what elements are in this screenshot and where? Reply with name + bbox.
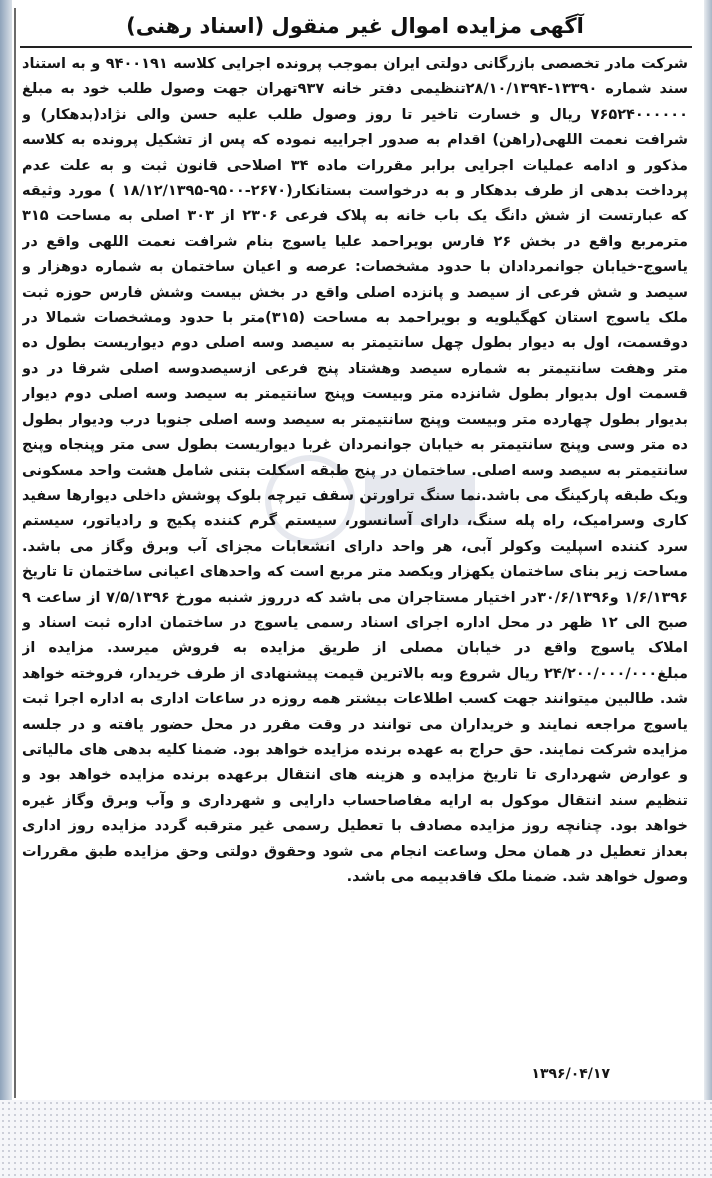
publication-date: ۱۳۹۶/۰۴/۱۷: [531, 1066, 610, 1082]
title-divider: [20, 46, 692, 48]
left-page-edge: [0, 0, 12, 1100]
dotted-background: [0, 1100, 712, 1178]
right-page-edge: [704, 0, 712, 1100]
notice-title: آگهی مزایده اموال غیر منقول (اسناد رهنی): [126, 14, 584, 38]
notice-body: شرکت مادر تخصصی بازرگانی دولتی ایران بموجب پرونده اجرایی کلاسه ۹۴۰۰۱۹۱ و به استناد سند شماره ۱۳۳۹۰-۲۸/۱۰/۱۳۹۴تنظیمی دفتر خانه ۹۳۷تهران جهت وصول طلب خود به مبلغ ۷۶۵۲۴۰۰۰۰۰۰ ریال و خسارت تاخیر تا روز وصول طلب علیه حسن والی نژاد(بدهکار) و شرافت نعمت اللهی(راهن) اقدام به صدور اجراییه نموده که پس از تشکیل پرونده به کلاسه مذکور و ادامه عملیات اجرایی برابر مقررات ماده ۳۴ اصلاحی قانون ثبت و به علت عدم پرداخت بدهی از طرف بدهکار و به درخواست بستانکار(۲۶۷۰-۹۵۰۰-۱۸/۱۲/۱۳۹۵ ) مورد وثیقه که عبارتست از شش دانگ یک باب خانه به پلاک فرعی ۲۳۰۶ از ۳۰۳ اصلی به مساحت ۳۱۵ مترمربع واقع در بخش ۲۶ فارس بویراحمد علیا یاسوج بنام شرافت نعمت اللهی واقع در یاسوج-خیابان جوانمردادان با حدود مشخصات: عرصه و اعیان ساختمان به شماره دوهزار و سیصد و شش فرعی از سیصد و پانزده اصلی واقع در بخش بیست وشش فارس حوزه ثبت ملک یاسوج استان کهگیلویه و بویراحمد به مساحت (۳۱۵)متر با حدود ومشخصات شمالا در دوقسمت، اول به دیوار بطول چهل سانتیمتر به سیصد وسه اصلی دوم دیواریست بطول ده متر وهفت سانتیمتر به شماره سیصد وهشتاد پنج فرعی ازسیصدوسه اصلی شرقا در دو قسمت اول بدیوار بطول شانزده متر وبیست وپنج سانتیمتر به سیصد وسه اصلی دوم دیوار بدیوار بطول چهارده متر وبیست وپنج سانتیمتر به سیصد وسه اصلی جنوبا درب ودیوار بطول ده متر وسی وپنج سانتیمتر به خیابان جوانمردان غربا دیواریست بطول سی متر وپنجاه وپنج سانتیمتر به سیصد وسه اصلی. ساختمان در پنج طبقه اسکلت بتنی شامل هشت واحد مسکونی ویک طبقه پارکینگ می باشد.نما سنگ تراورتن سقف تیرچه بلوک پوشش داخلی دیوارها سفید کاری وسرامیک، راه پله سنگ، دارای آسانسور، سیستم گرم کننده پکیج و رادیاتور، سیستم سرد کننده اسپلیت وکولر آبی، هر واحد دارای انشعابات مجزای آب وبرق وگاز می باشد. مساحت زیر بنای ساختمان یکهزار ویکصد متر مربع است که واحدهای اعیانی ساختمان تا تاریخ ۱/۶/۱۳۹۶ و۳۰/۶/۱۳۹۶در اختیار مستاجران می باشد که درروز شنبه مورخ ۷/۵/۱۳۹۶ از ساعت ۹ صبح الی ۱۲ ظهر در محل اداره اجرای اسناد رسمی یاسوج در ساختمان اداره ثبت اسناد و املاک یاسوج واقع در خیابان مصلی از طریق مزایده به فروش میرسد. مزایده از مبلغ۲۴/۲۰۰/۰۰۰/۰۰۰ ریال شروع وبه بالاترین قیمت پیشنهادی از طرف خریدار، فروخته خواهد شد. طالبین میتوانند جهت کسب اطلاعات بیشتر همه روزه در ساعات اداری به اداره اجرا ثبت یاسوج مراجعه نمایند و خریداران می توانند در وقت مقرر در محل حضور یافته و در جلسه مزایده شرکت نمایند. حق حراج به عهده برنده مزایده خواهد بود. ضمنا کلیه بدهی های مالیاتی و عوارض شهرداری تا تاریخ مزایده و هزینه های انتقال برعهده برنده مزایده خواهد بود و تنظیم سند انتقال موکول به ارایه مفاصاحساب دارایی و شهرداری و وآب وبرق وگاز غیره خواهد بود. چنانچه روز مزایده مصادف با تعطیل رسمی غیر مترقبه گردد مزایده روز اداری بعداز تعطیل در همان محل وساعت انجام می شود وحقوق دولتی وحق مزایده طبق مقررات وصول خواهد شد. ضمنا ملک فاقدبیمه می باشد.: [22, 56, 688, 885]
